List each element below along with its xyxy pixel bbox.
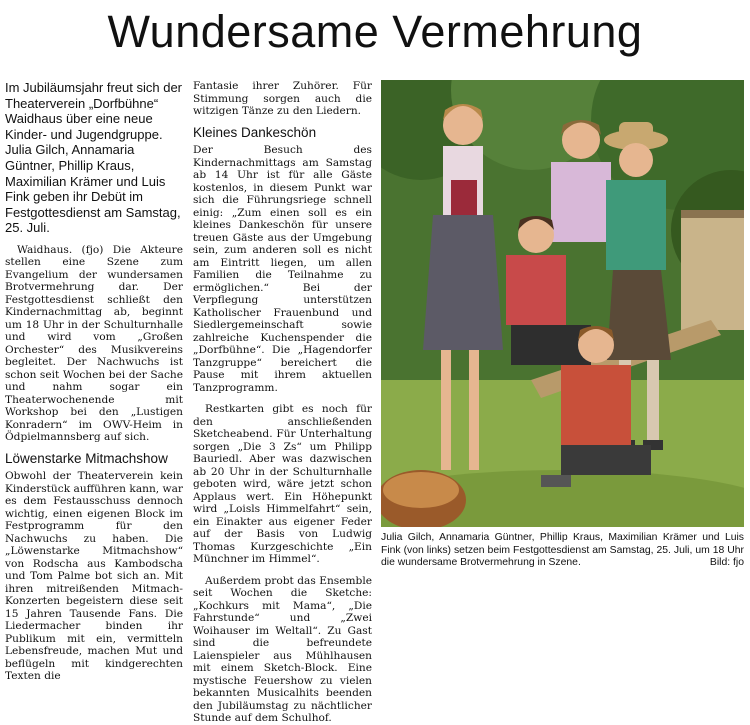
subheading-loewenstarke: Löwenstarke Mitmachshow bbox=[5, 450, 168, 466]
caption-text: Julia Gilch, Annamaria Güntner, Phillip Kraus, Maximilian Krämer und Luis Fink (von links) setzen beim Festgottesdienst am Samstag, 25. Juli, um 18 Uhr die wundersame Brotvermehrung in Szene. bbox=[381, 532, 744, 569]
body-paragraph-5: Restkarten gibt es noch für den anschließenden Sketcheabend. Für Unterhaltung sorgen „Die 3 Zs“ um Philipp Bauriedl. Aber was dazwischen ab 20 Uhr in der Schulturnhalle geboten wird, wäre jetzt schon Applaus wert. Ein Höhepunkt wird „Loisls Himmelfahrt“ sein, ein Einakter aus eigener Feder auf der Basis von Ludwig Thomas Kurzgeschichte „Ein Münchner im Himmel“. bbox=[193, 403, 372, 565]
article-column-1 bbox=[5, 80, 183, 683]
body-paragraph-1: Waidhaus. (fjo) Die Akteure stellen eine Szene zum Evangelium der wundersamen Brotvermehrung dar. Der Festgottesdienst schließt den Kindernachmittag ab, beginnt um 18 Uhr in der Schulturnhalle und wird vom „Großen Orchester“ des Musikvereins begleitet. Der Nachwuchs ist schon seit Wochen bei der Sache und nahm sogar ein Theaterwochenende mit Workshop bei den „Lustigen Konradern“ im OWV-Heim in Ödpielmannsberg auf sich. bbox=[5, 243, 183, 444]
group-photo bbox=[381, 80, 744, 527]
body-paragraph-3: Fantasie ihrer Zuhörer. Für Stimmung sorgen auch die witzigen Tänze zu den Liedern. bbox=[193, 80, 372, 117]
body-paragraph-4: Der Besuch des Kindernachmittags am Samstag ab 14 Uhr ist für alle Gäste kostenlos, in diesem Punkt war sich die Führungsriege schnell einig: „Zum einen soll es ein kleines Dankeschön für unsere treuen Gäste aus der Umgebung sein, zum anderen soll es nicht am Eintritt liegen, um allen Familien die Teilnahme zu ermöglichen.“ Bei der Verpflegung unterstützen Katholischer Frauenbund und Siedlergemeinschaft sowie zahlreiche Kuchenspender die „Dorfbühne“. Die „Hagendorfer Tanzgruppe“ bereichert die Pause mit ihrem aktuellen Tanzprogramm. bbox=[193, 144, 372, 394]
body-paragraph-2: Obwohl der Theaterverein kein Kinderstück aufführen kann, war es dem Festausschuss dennoch wichtig, einen eigenen Block im Festprogramm für den Nachwuchs zu haben. Die „Löwenstarke Mitmachshow“ von Rodscha aus Kambodscha und Tom Palme bot sich an. Mit ihren mitreißenden Mitmach-Konzerten begeistern diese seit 15 Jahren Tausende Fans. Die Liedermacher binden ihr Publikum mit ein, vermitteln Lebensfreude, machen Mut und beflügeln mit kindgerechten Texten die bbox=[5, 470, 183, 683]
headline: Wundersame Vermehrung bbox=[107, 6, 643, 57]
subheading-dankeschoen: Kleines Dankeschön bbox=[193, 124, 317, 140]
photo-credit: Bild: fjo bbox=[709, 557, 744, 569]
lead-paragraph: Im Jubiläumsjahr freut sich der Theaterverein „Dorfbühne“ Waidhaus über eine neue Kinder- und Jugendgruppe. Julia Gilch, Annamaria Güntner, Phillip Kraus, Maximilian Krämer und Luis Fink geben ihr Debüt im Festgottesdienst am Samstag, 25. Juli. bbox=[5, 80, 183, 236]
body-paragraph-6: Außerdem probt das Ensemble seit Wochen die Sketche: „Kochkurs mit Mama“, „Die Fahrstunde“ und „Zwei Woihauser im Weltall“. Zu Gast sind die befreundete Laienspieler aus Mühlhausen mit einem Sketch-Block. Eine mystische Feuershow zu vielen bekannten Musicalhits beenden den Jubiläumstag zu nächtlicher Stunde auf dem Schulhof. bbox=[193, 574, 372, 724]
article-column-2 bbox=[193, 80, 372, 725]
photo-caption bbox=[381, 532, 744, 570]
